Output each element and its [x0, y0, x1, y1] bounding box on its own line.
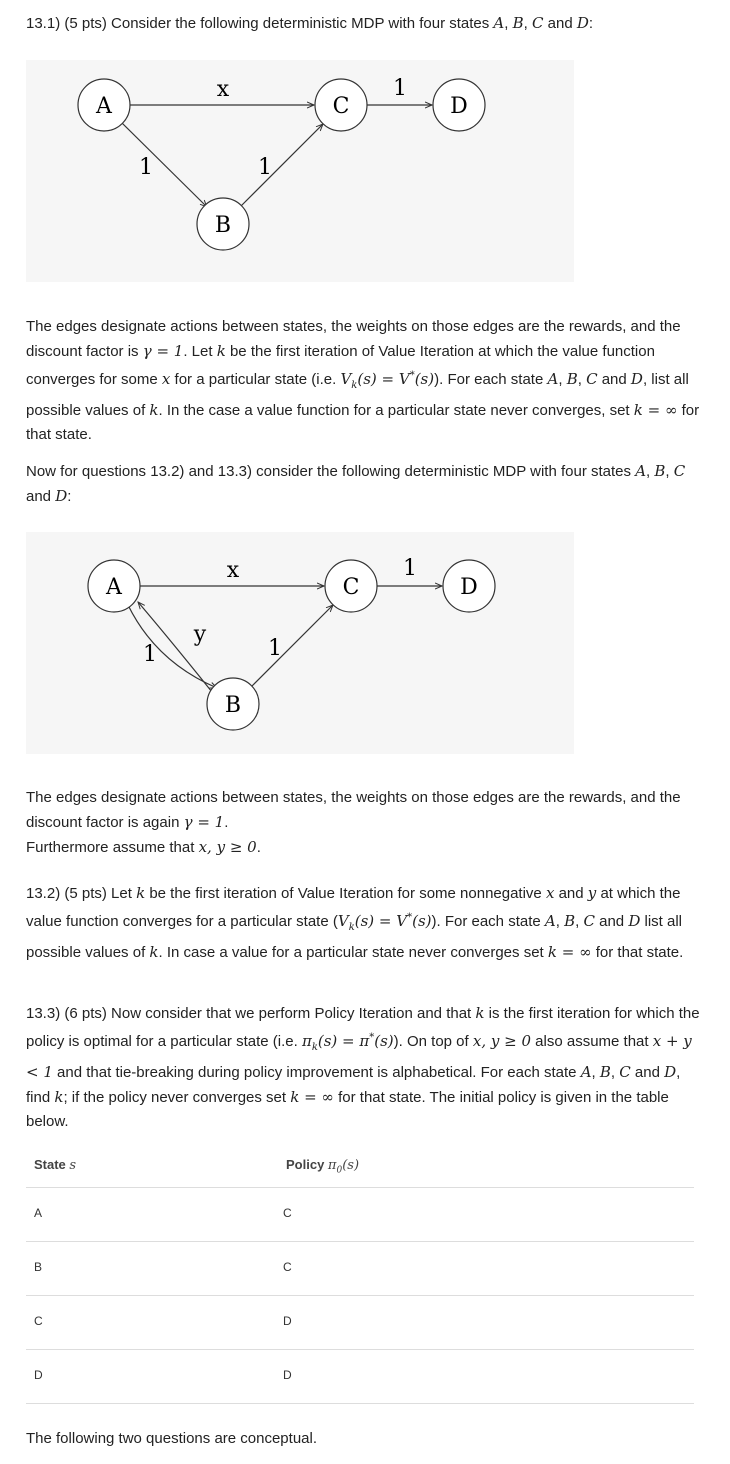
q-now-intro: Now for questions 13.2) and 13.3) consider the following deterministic MDP with four states A, B, C and D:: [26, 462, 686, 505]
node-a-label: A: [106, 575, 122, 600]
edge-a-b-label: 1: [143, 642, 157, 667]
mdp-figure-1: [26, 60, 574, 282]
table-cell-state: B: [34, 1260, 43, 1274]
node-b-label: B: [214, 213, 232, 238]
q133-text: 13.3) (6 pts) Now consider that we perform Policy Iteration and that k is the first iteration for which the policy is optimal for a particular state (i.e. $\pi_k(s) = \pi^*(s)$). On top of x, y ≥ 0 also assume that x + y < 1 and that tie-breaking during policy improvement is alphabetical. For each state A, B, C and D, find k; if the policy never converges set k = ∞ for that state. The initial policy is given in the table below.: [26, 1004, 700, 1130]
edge-b-c-label: 1: [268, 636, 282, 661]
edge-b-a-label: y: [193, 622, 207, 647]
mdp-figure-2: [26, 532, 574, 754]
footer-text: The following two questions are conceptual.: [26, 1430, 318, 1447]
q131-body: The edges designate actions between states, the weights on those edges are the rewards, and the discount factor is γ = 1. Let k be the first iteration of Value Iteration at which the value function converges for some x for a particular state (i.e. $V_k(s) = V^*(s)$). For each state A, B, C and D, list all possible values of k. In the case a value function for a particular state never converges, set k = ∞ for that state.: [26, 318, 700, 443]
node-d-label: D: [460, 575, 478, 600]
node-a-label: A: [96, 94, 112, 119]
table-header-state: State s: [34, 1157, 77, 1173]
table-divider: [26, 1349, 694, 1350]
table-cell-state: D: [34, 1368, 43, 1382]
edge-a-b-label: 1: [139, 155, 153, 180]
edge-c-d-label: 1: [403, 556, 417, 581]
table-cell-policy: D: [283, 1368, 292, 1382]
table-divider: [26, 1295, 694, 1296]
table-header-policy: Policy $\pi_0(s)$: [286, 1157, 360, 1176]
node-d-label: D: [450, 94, 468, 119]
table-cell-policy: D: [283, 1314, 292, 1328]
edge-a-b: [122, 123, 207, 207]
table-divider: [26, 1403, 694, 1404]
q2-body: The edges designate actions between states, the weights on those edges are the rewards, and the discount factor is again γ = 1. Furthermore assume that x, y ≥ 0.: [26, 789, 681, 856]
table-cell-state: C: [34, 1314, 43, 1328]
node-b-label: B: [224, 693, 242, 718]
table-divider: [26, 1187, 694, 1188]
mdp-graph-1: [26, 60, 574, 282]
node-c-label: C: [332, 94, 350, 119]
edge-b-c: [250, 605, 333, 688]
edge-a-c-label: x: [216, 77, 230, 102]
table-cell-policy: C: [283, 1206, 292, 1220]
mdp-graph-2: [26, 532, 574, 754]
node-c-label: C: [342, 575, 360, 600]
q132-text: 13.2) (5 pts) Let k be the first iteration of Value Iteration for some nonnegative x and y at which the value function converges for a particular state $(V_k(s) = V^*(s))$. For each state A, B, C and D list all possible values of k. In case a value for a particular state never converges set k = ∞ for that state.: [26, 884, 684, 961]
table-divider: [26, 1241, 694, 1242]
q131-intro: 13.1) (5 pts) Consider the following deterministic MDP with four states A, B, C and D:: [26, 14, 594, 32]
table-cell-state: A: [34, 1206, 43, 1220]
table-cell-policy: C: [283, 1260, 292, 1274]
edge-b-c: [240, 124, 323, 207]
edge-c-d-label: 1: [393, 76, 407, 101]
edge-b-c-label: 1: [258, 155, 272, 180]
edge-a-c-label: x: [226, 558, 240, 583]
